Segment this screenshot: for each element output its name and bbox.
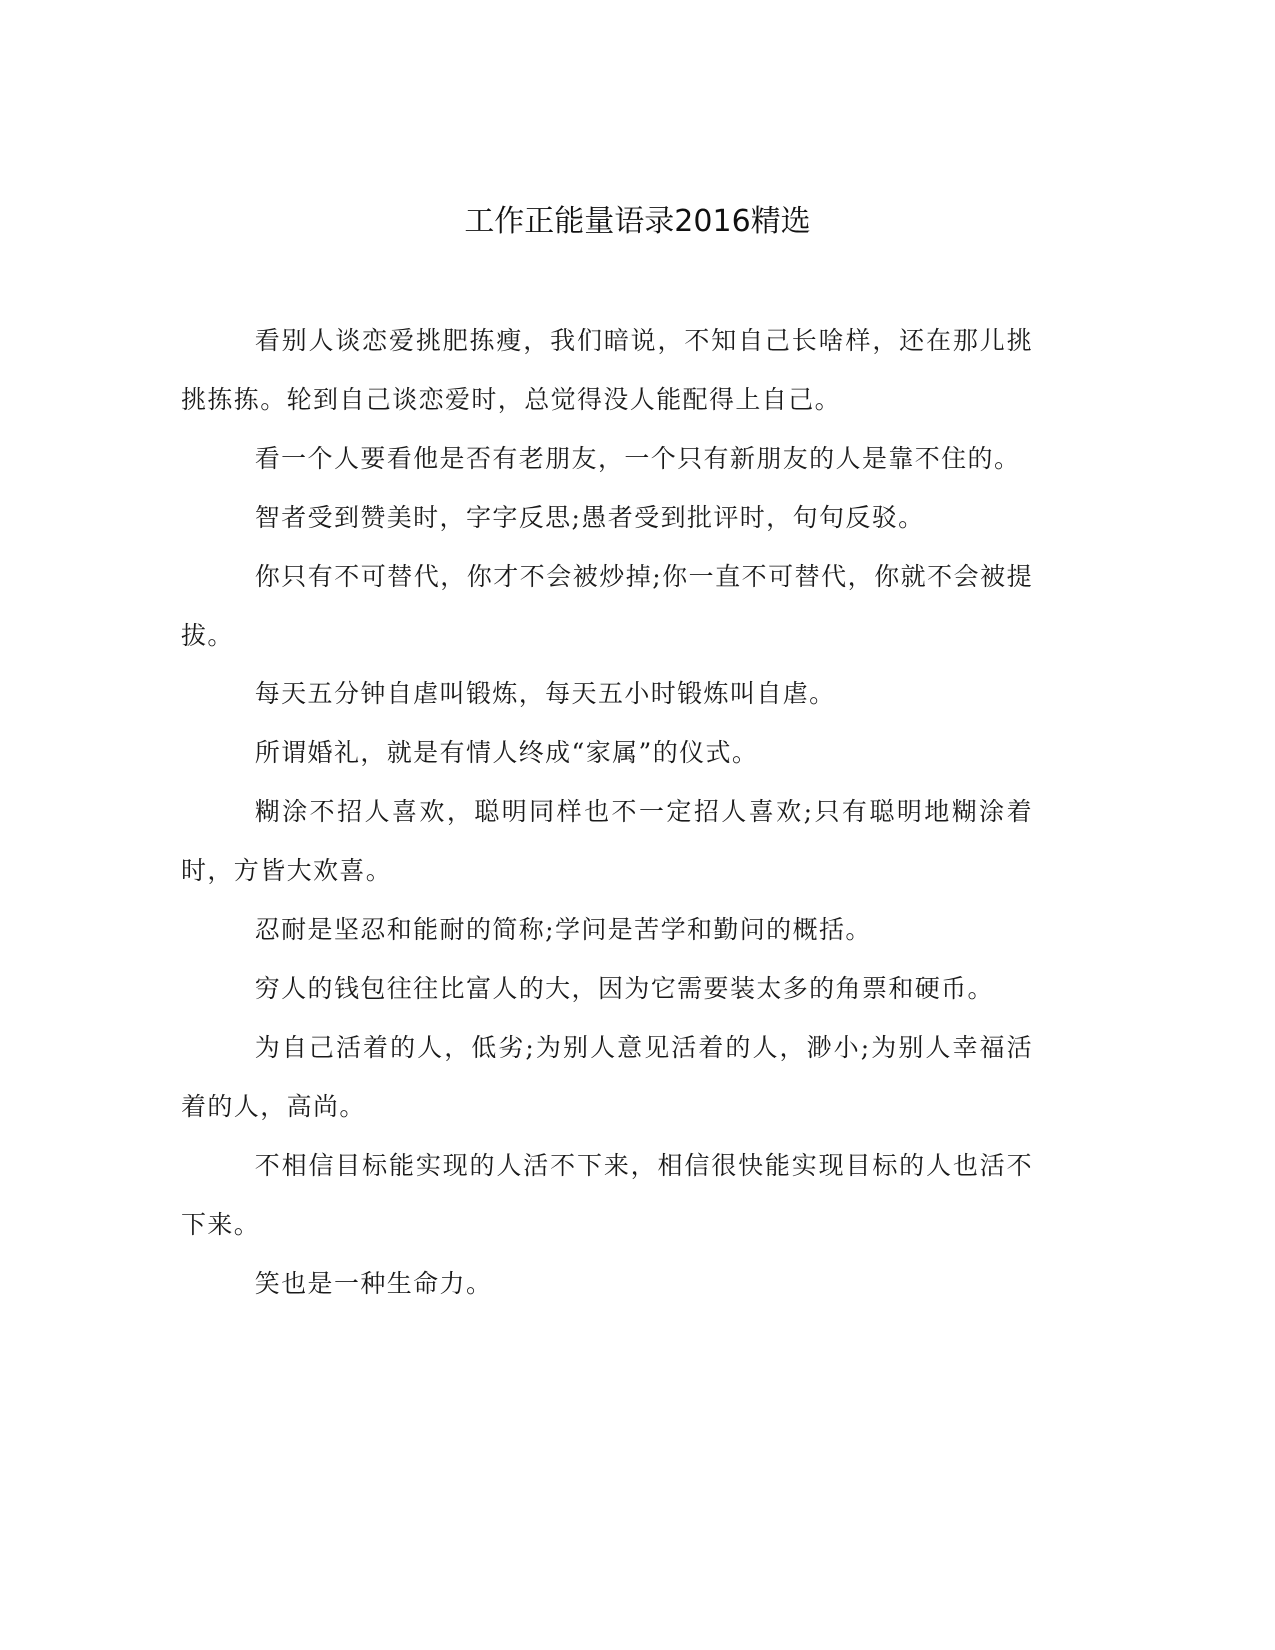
paragraph: 所谓婚礼，就是有情人终成“家属”的仪式。: [254, 738, 759, 768]
document-body: [181, 312, 1033, 1313]
paragraph: 智者受到赞美时，字字反思;愚者受到批评时，句句反驳。: [254, 502, 925, 532]
paragraph: 糊涂不招人喜欢，聪明同样也不一定招人喜欢;只有聪明地糊涂着时，方皆大欢喜。: [181, 797, 1033, 886]
paragraph: 不相信目标能实现的人活不下来，相信很快能实现目标的人也活不下来。: [181, 1150, 1033, 1239]
paragraph: 每天五分钟自虐叫锻炼，每天五小时锻炼叫自虐。: [254, 679, 836, 709]
paragraph: 看别人谈恋爱挑肥拣瘦，我们暗说，不知自己长啥样，还在那儿挑挑拣拣。轮到自己谈恋爱时，总觉得没人能配得上自己。: [181, 326, 1033, 414]
document-title: 工作正能量语录2016精选: [464, 204, 811, 239]
paragraph: 为自己活着的人，低劣;为别人意见活着的人，渺小;为别人幸福活着的人，高尚。: [181, 1032, 1033, 1121]
paragraph: 笑也是一种生命力。: [254, 1268, 493, 1298]
paragraph: 忍耐是坚忍和能耐的简称;学问是苦学和勤问的概括。: [254, 915, 872, 945]
paragraph: 看一个人要看他是否有老朋友，一个只有新朋友的人是靠不住的。: [254, 443, 1021, 473]
paragraph: 你只有不可替代，你才不会被炒掉;你一直不可替代，你就不会被提拔。: [181, 561, 1033, 650]
paragraph: 穷人的钱包往往比富人的大，因为它需要装太多的角票和硬币。: [254, 973, 994, 1003]
